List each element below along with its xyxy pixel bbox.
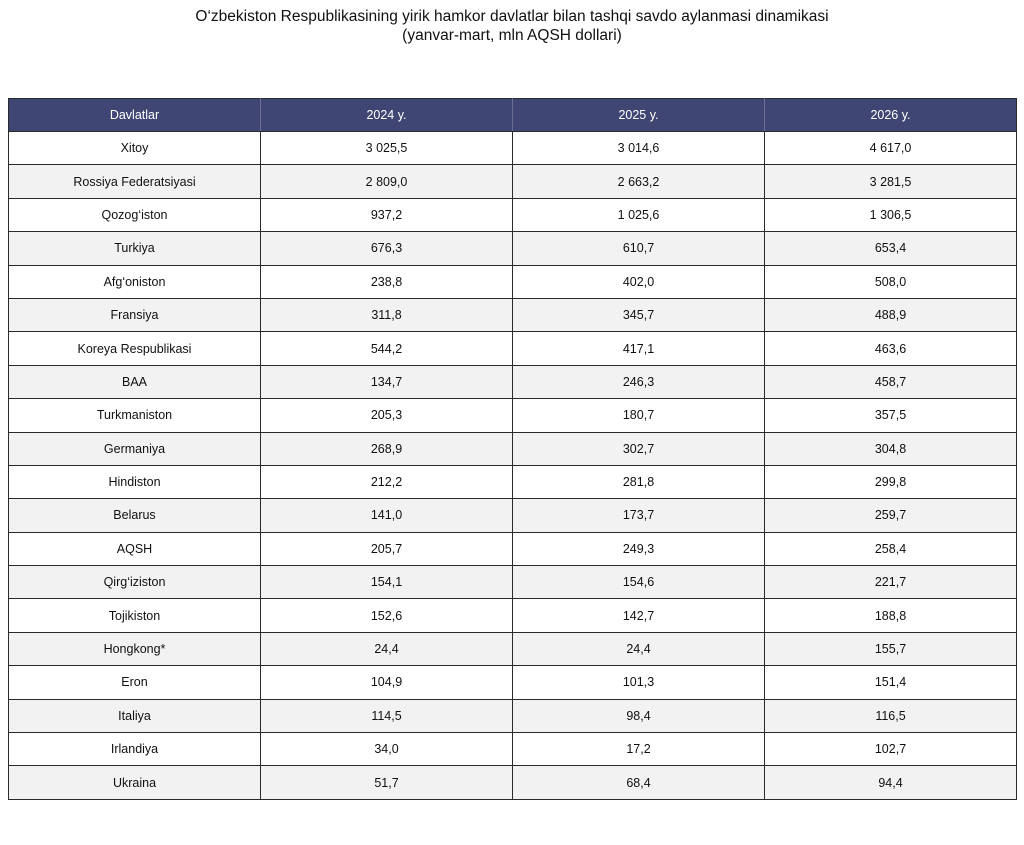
cell-2026: 463,6 [765,332,1017,365]
cell-2025: 180,7 [513,399,765,432]
cell-country: Hindiston [9,465,261,498]
cell-2024: 2 809,0 [261,165,513,198]
cell-2025: 68,4 [513,766,765,799]
cell-country: Qozog‘iston [9,198,261,231]
page-title [0,7,1024,45]
cell-2024: 3 025,5 [261,132,513,165]
table-row [9,265,1017,298]
cell-2024: 212,2 [261,465,513,498]
cell-2025: 24,4 [513,632,765,665]
cell-country: Tojikiston [9,599,261,632]
cell-2024: 114,5 [261,699,513,732]
cell-2024: 104,9 [261,666,513,699]
table-row [9,432,1017,465]
table-row [9,566,1017,599]
cell-2026: 4 617,0 [765,132,1017,165]
cell-2026: 304,8 [765,432,1017,465]
cell-2025: 173,7 [513,499,765,532]
cell-2025: 1 025,6 [513,198,765,231]
cell-2024: 937,2 [261,198,513,231]
cell-2024: 154,1 [261,566,513,599]
cell-2026: 258,4 [765,532,1017,565]
cell-country: Afg‘oniston [9,265,261,298]
table-row [9,632,1017,665]
table-row [9,499,1017,532]
table-row [9,232,1017,265]
cell-2025: 17,2 [513,733,765,766]
cell-2025: 302,7 [513,432,765,465]
table-row [9,599,1017,632]
cell-country: BAA [9,365,261,398]
cell-2025: 246,3 [513,365,765,398]
cell-2025: 402,0 [513,265,765,298]
table-row [9,198,1017,231]
cell-2025: 610,7 [513,232,765,265]
cell-2026: 3 281,5 [765,165,1017,198]
cell-2026: 188,8 [765,599,1017,632]
cell-country: Xitoy [9,132,261,165]
cell-2024: 134,7 [261,365,513,398]
table-body [9,132,1017,800]
cell-2026: 116,5 [765,699,1017,732]
cell-2024: 51,7 [261,766,513,799]
cell-2025: 154,6 [513,566,765,599]
cell-2026: 259,7 [765,499,1017,532]
table-row [9,666,1017,699]
cell-2025: 249,3 [513,532,765,565]
cell-2025: 345,7 [513,298,765,331]
table-row [9,733,1017,766]
cell-2026: 299,8 [765,465,1017,498]
cell-2025: 3 014,6 [513,132,765,165]
cell-2024: 544,2 [261,332,513,365]
cell-2024: 205,3 [261,399,513,432]
cell-2024: 205,7 [261,532,513,565]
cell-2026: 1 306,5 [765,198,1017,231]
table-row [9,532,1017,565]
cell-2025: 98,4 [513,699,765,732]
cell-country: Hongkong* [9,632,261,665]
table-row [9,132,1017,165]
table-header [9,99,1017,132]
cell-2026: 508,0 [765,265,1017,298]
cell-2025: 101,3 [513,666,765,699]
cell-country: AQSH [9,532,261,565]
cell-2025: 2 663,2 [513,165,765,198]
table-row [9,699,1017,732]
cell-2026: 488,9 [765,298,1017,331]
table-row [9,165,1017,198]
trade-turnover-table [8,98,1017,800]
cell-2024: 238,8 [261,265,513,298]
cell-country: Ukraina [9,766,261,799]
cell-2024: 141,0 [261,499,513,532]
cell-2026: 151,4 [765,666,1017,699]
title-line-2: (yanvar-mart, mln AQSH dollari) [402,27,622,44]
cell-country: Fransiya [9,298,261,331]
cell-country: Turkiya [9,232,261,265]
cell-2026: 653,4 [765,232,1017,265]
column-header-country: Davlatlar [9,99,261,132]
header-row [9,99,1017,132]
cell-2024: 311,8 [261,298,513,331]
cell-2024: 34,0 [261,733,513,766]
cell-2024: 268,9 [261,432,513,465]
cell-2026: 102,7 [765,733,1017,766]
cell-2025: 142,7 [513,599,765,632]
cell-country: Italiya [9,699,261,732]
table-row [9,399,1017,432]
table-row [9,465,1017,498]
table-row [9,365,1017,398]
cell-2026: 221,7 [765,566,1017,599]
cell-country: Irlandiya [9,733,261,766]
cell-country: Rossiya Federatsiyasi [9,165,261,198]
column-header-2025: 2025 y. [513,99,765,132]
cell-country: Germaniya [9,432,261,465]
cell-country: Koreya Respublikasi [9,332,261,365]
cell-2024: 152,6 [261,599,513,632]
cell-2026: 357,5 [765,399,1017,432]
cell-country: Belarus [9,499,261,532]
cell-2025: 281,8 [513,465,765,498]
cell-2026: 94,4 [765,766,1017,799]
cell-country: Turkmaniston [9,399,261,432]
cell-2026: 155,7 [765,632,1017,665]
cell-2026: 458,7 [765,365,1017,398]
column-header-2024: 2024 y. [261,99,513,132]
title-line-1: O‘zbekiston Respublikasining yirik hamkor davlatlar bilan tashqi savdo aylanmasi dinamikasi [195,8,829,25]
cell-country: Eron [9,666,261,699]
cell-2024: 676,3 [261,232,513,265]
table-row [9,766,1017,799]
table-row [9,298,1017,331]
table-row [9,332,1017,365]
cell-2024: 24,4 [261,632,513,665]
cell-country: Qirg‘iziston [9,566,261,599]
cell-2025: 417,1 [513,332,765,365]
column-header-2026: 2026 y. [765,99,1017,132]
